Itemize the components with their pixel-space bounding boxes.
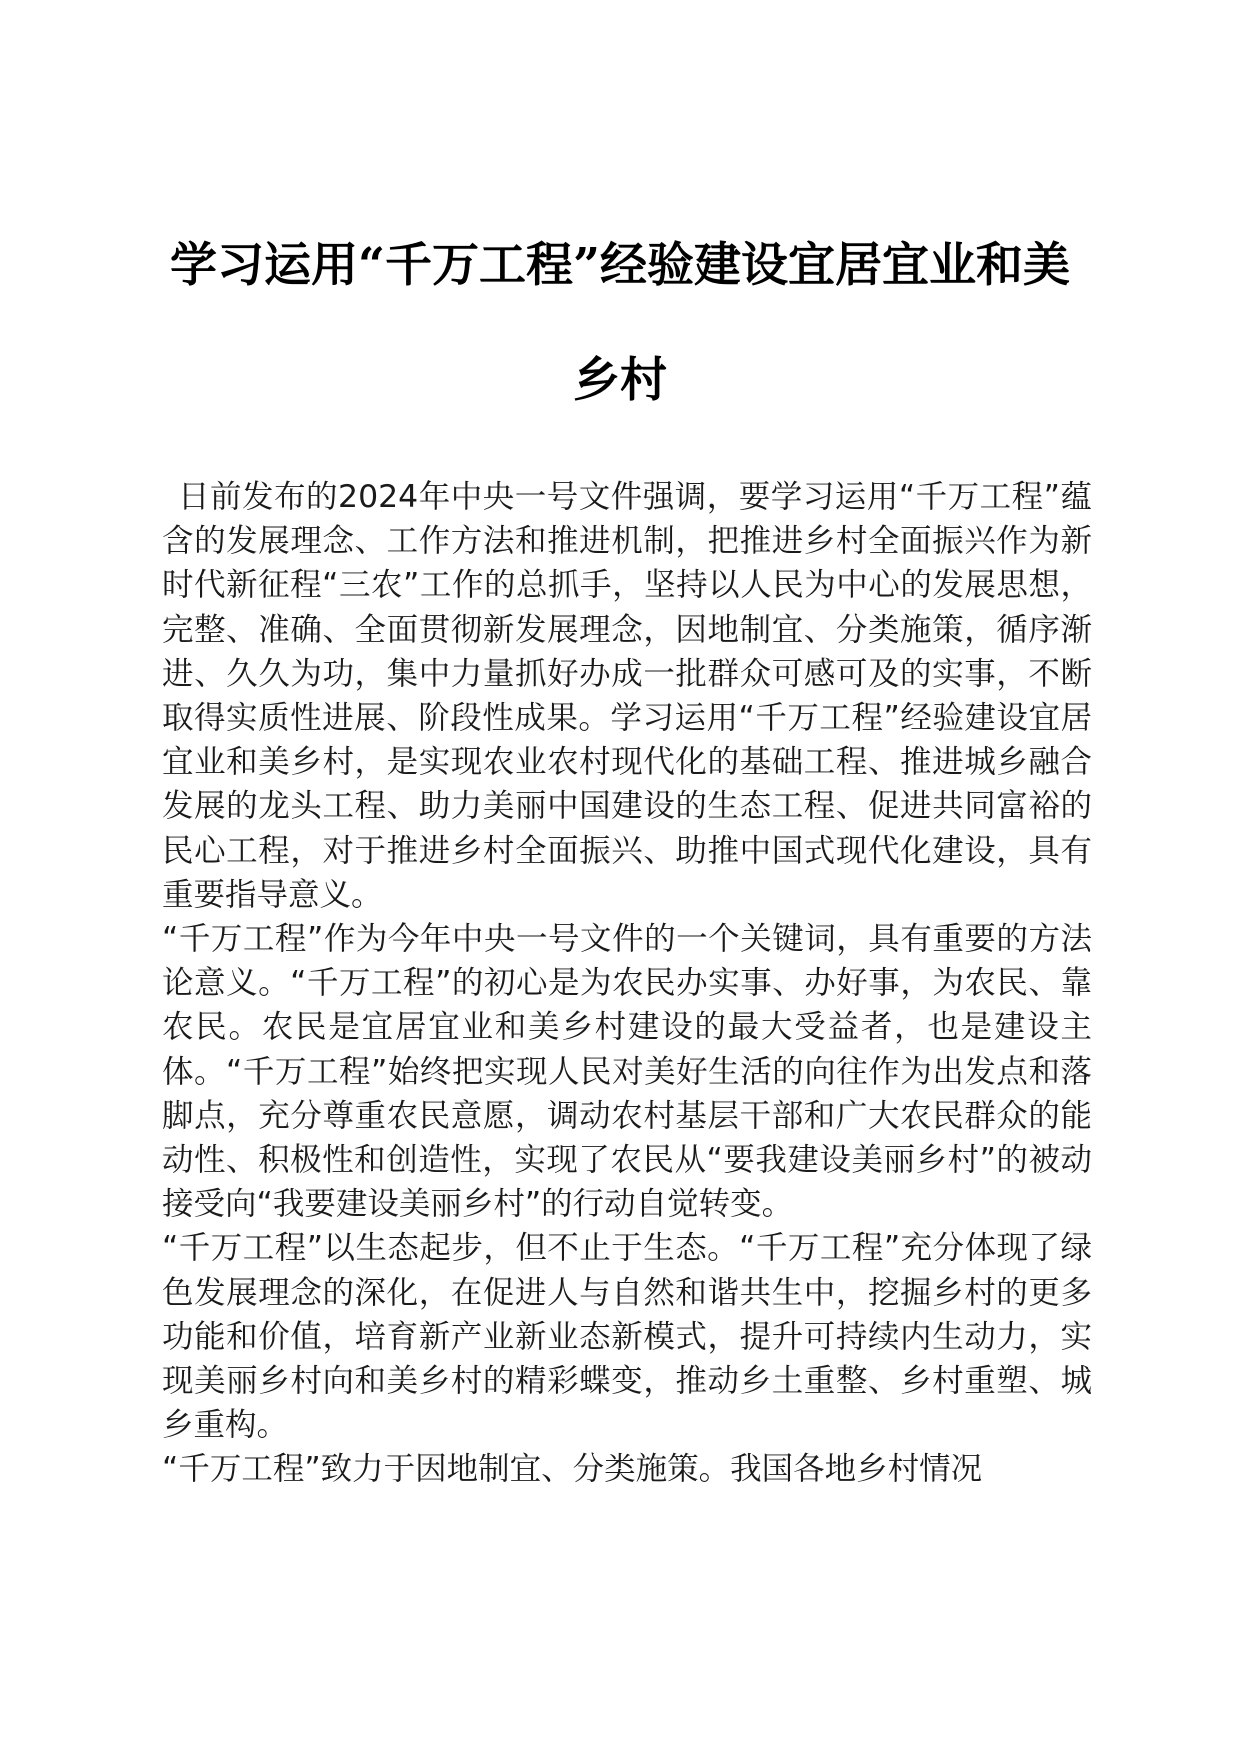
paragraph-intro: 日前发布的2024年中央一号文件强调，要学习运用“千万工程”蕴含的发展理念、工作方法和推进机制，把推进乡村全面振兴作为新时代新征程“三农”工作的总抓手，坚持以人民为中心的发展思想，完整、准确、全面贯彻新发展理念，因地制宜、分类施策，循序渐进、久久为功，集中力量抓好办成一批群众可感可及的实事，不断取得实质性进展、阶段性成果。学习运用“千万工程”经验建设宜居宜业和美乡村，是实现农业农村现代化的基础工程、推进城乡融合发展的龙头工程、助力美丽中国建设的生态工程、促进共同富裕的民心工程，对于推进乡村全面振兴、助推中国式现代化建设，具有重要指导意义。 [162, 479, 1092, 913]
document-body [162, 475, 1092, 1492]
paragraph-methodology: “千万工程”作为今年中央一号文件的一个关键词，具有重要的方法论意义。“千万工程”的初心是为农民办实事、办好事，为农民、靠农民。农民是宜居宜业和美乡村建设的最大受益者，也是建设主体。“千万工程”始终把实现人民对美好生活的向往作为出发点和落脚点，充分尊重农民意愿，调动农村基层干部和广大农民群众的能动性、积极性和创造性，实现了农民从“要我建设美丽乡村”的被动接受向“我要建设美丽乡村”的行动自觉转变。 [162, 921, 1092, 1223]
document-title-line-1: 学习运用“千万工程”经验建设宜居宜业和美 [169, 238, 1071, 293]
document-title-line-2: 乡村 [573, 353, 667, 408]
paragraph-local-conditions: “千万工程”致力于因地制宜、分类施策。我国各地乡村情况 [162, 1451, 983, 1488]
paragraph-ecology: “千万工程”以生态起步，但不止于生态。“千万工程”充分体现了绿色发展理念的深化，在促进人与自然和谐共生中，挖掘乡村的更多功能和价值，培育新产业新业态新模式，提升可持续内生动力，实现美丽乡村向和美乡村的精彩蝶变，推动乡土重整、乡村重塑、城乡重构。 [162, 1230, 1092, 1444]
